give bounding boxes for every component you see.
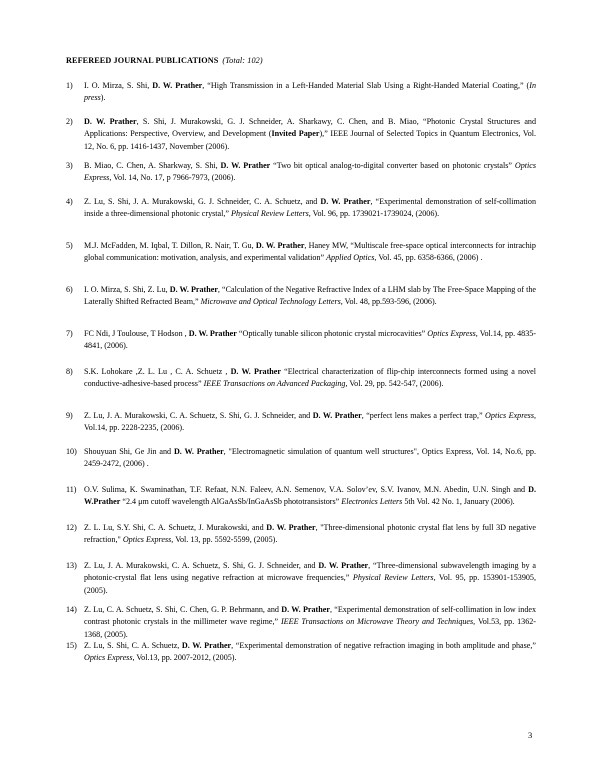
citation-segment: , Vol.53, pp. 1362-1368, (2005). [84,617,537,639]
citation-text [84,116,536,153]
citation-segment: , Vol. 13, pp. 5592-5599, (2005). [171,535,278,545]
citation-segment: , Vol.14, pp. 2228-2235, (2006). [84,411,537,433]
journal-name: Physical Review Letters [352,573,434,583]
author-highlight: D. W. Prather [312,411,362,420]
entry-number: 7) [66,329,73,338]
section-heading [66,56,263,65]
author-highlight: D. W. Prather [84,117,137,126]
citation-segment: , “perfect lens makes a perfect trap,” [361,411,486,420]
author-highlight: D. W. Prather [173,447,224,456]
entry-number: 12) [66,523,77,532]
citation-text [84,80,536,105]
citation-text [84,640,536,665]
citation-segment: I. O. Mirza, S. Shi, [84,81,153,90]
author-highlight: D. W. Prather [318,561,369,570]
author-highlight: D. W. Prather [188,329,237,338]
citation-text [84,196,536,221]
journal-name: Optics Express [485,411,534,420]
citation-segment: , "Three-dimensional photonic crystal flat lens by full 3D negative refraction," [84,523,537,545]
citation-segment: , Vol.14, pp. 4835-4841, (2006). [84,329,537,351]
author-highlight: D. W. Prather [281,605,330,614]
journal-name: Microwave and Optical Technology Letters [200,297,341,307]
citation-segment: , “Calculation of the Negative Refractive Index of a LHM slab by The Free-Space Mapping of the Laterally Shifted Refracted Beam,” [84,285,536,307]
entry-number: 1) [66,81,73,90]
citation-segment: S.K. Lohokare ,Z. L. Lu , C. A. Schuetz , [84,367,231,376]
citation-segment: , “Experimental demonstration of self-collimation in low index contrast photonic crystals in the millimeter wave regime,” [84,605,537,627]
citation-text [84,240,536,265]
entry-number: 13) [66,561,77,570]
citation-segment: ),” IEEE Journal of Selected Topics in Quantum Electronics, Vol. 12, No. 6, pp. 1416-1437, November (2006). [84,129,537,151]
author-highlight: Invited Paper [271,129,320,139]
journal-name: In press [84,81,536,103]
citation-segment: , “Experimental demonstration of self-collimation inside a three-dimensional photonic crystal,” [84,197,537,219]
journal-name: Optics Express [84,653,133,663]
author-highlight: D. W. Prather [230,367,281,376]
citation-segment: Z. Lu, J. A. Murakowski, C. A. Schuetz, S. Shi, G. J. Schneider, and [84,561,319,570]
entry-number: 8) [66,367,73,376]
citation-segment: , Vol. 14, No. 17, p 7966-7973, (2006). [109,173,236,183]
entry-number: 11) [66,485,77,494]
citation-segment: , Vol. 29, pp. 542-547, (2006). [345,379,444,389]
citation-segment: Z. Lu, C. A. Schuetz, S. Shi, C. Chen, G. P. Behrmann, and [84,605,282,614]
journal-name: Optics Express [84,161,536,183]
journal-name: Optics Express [427,329,476,338]
entry-number: 10) [66,447,77,456]
citation-segment: “Two bit optical analog-to-digital converter based on photonic crystals” [270,161,515,170]
citation-segment: , Vol.13, pp. 2007-2012, (2005). [132,653,237,663]
citation-segment: , “High Transmission in a Left-Handed Material Slab Using a Right-Handed Material Coating,” ( [202,81,530,90]
journal-name: Applied Optics [326,253,375,263]
citation-text [84,366,536,391]
citation-text [84,522,536,547]
citation-segment: “Optically tunable silicon photonic crystal microcavities” [236,329,428,338]
author-highlight: D. W. Prather [266,523,316,532]
citation-text [84,284,536,309]
author-highlight: D. W. Prather [320,197,371,206]
citation-segment: , Vol. 45, pp. 6358-6366, (2006) . [374,253,483,263]
entry-number: 5) [66,241,73,250]
citation-segment: “2.4 μm cutoff wavelength AlGaAsSb/InGaAsSb phototransistors” [120,497,342,507]
citation-segment: , Vol. 96, pp. 1739021-1739024, (2006). [308,209,440,219]
citation-segment: , Haney MW, “Multiscale free-space optical interconnects for intrachip global communication: motivation, analysis, and experimental validation” [84,241,536,263]
citation-segment: , S. Shi, J. Murakowski, G. J. Schneider, A. Sharkawy, C. Chen, and B. Miao, “Photonic Crystal Structures and Applications: Perspective, Overview, and Development ( [84,117,537,139]
author-highlight: D. W. Prather [152,81,203,90]
citation-segment: O.V. Sulima, K. Swaminathan, T.F. Refaat, N.N. Faleev, A.N. Semenov, V.A. Solov’ev, S.V. Ivanov, M.N. Abedin, U.N. Singh and [84,485,529,494]
citation-segment: , Vol. 95, pp. 153901-153905, (2005). [84,573,536,595]
citation-segment: Shouyuan Shi, Ge Jin and [84,447,174,456]
citation-segment: Z. Lu, J. A. Murakowski, C. A. Schuetz, S. Shi, G. J. Schneider, and [84,411,313,420]
entry-number: 4) [66,197,73,206]
section-title: REFEREED JOURNAL PUBLICATIONS [66,56,219,65]
author-highlight: D. W.Prather [84,485,536,507]
citation-segment: , "Electromagnetic simulation of quantum well structures", Optics Express, Vol. 14, No.6, pp. 2459-2472, (2006) . [84,447,536,469]
journal-name: Physical Review Letters [231,209,309,219]
journal-name: Optics Express [122,535,172,545]
entry-number: 3) [66,161,73,170]
entry-number: 14) [66,605,77,614]
citation-segment: “Electrical characterization of flip-chip interconnects formed using a novel conductive-adhesive-based process” [84,367,536,389]
author-highlight: D. W. Prather [220,161,271,170]
page-number: 3 [528,730,533,740]
citation-segment: FC Ndi, J Toulouse, T Hodson , [84,329,189,338]
author-highlight: D. W. Prather [181,641,232,650]
citation-segment: M.J. McFadden, M. Iqbal, T. Dillon, R. Nair, T. Gu, [84,241,256,250]
section-total: (Total: 102) [222,56,263,65]
citation-text [84,410,536,435]
citation-text [84,446,536,471]
citation-text [84,484,536,509]
entry-number: 15) [66,641,77,650]
entry-number: 6) [66,285,73,294]
journal-name: IEEE Transactions on Microwave Theory and Techniques [280,617,474,627]
citation-segment: , “Three-dimensional subwavelength imaging by a photonic-crystal flat lens using negative refraction at microwave frequencies,” [84,561,537,583]
citation-segment: ). [100,93,106,103]
entry-number: 9) [66,411,73,420]
citation-segment: Z. Lu, S. Shi, J. A. Murakowski, G. J. Schneider, C. A. Schuetz, and [84,197,321,206]
citation-segment: , “Experimental demonstration of negative refraction imaging in both amplitude and phase,” [231,641,537,650]
citation-text [84,328,536,353]
journal-name: Electronics Letters [341,497,403,507]
author-highlight: D. W. Prather [255,241,305,250]
entry-number: 2) [66,117,73,126]
citation-segment: , Vol. 48, pp.593-596, (2006). [340,297,437,307]
citation-segment: Z. L. Lu, S.Y. Shi, C. A. Schuetz, J. Murakowski, and [84,523,267,532]
citation-segment: 5th Vol. 42 No. 1, January (2006). [402,497,515,507]
author-highlight: D. W. Prather [169,285,218,294]
citation-segment: B. Miao, C. Chen, A. Sharkway, S. Shi, [84,161,221,170]
journal-name: IEEE Transactions on Advanced Packaging [203,379,346,389]
citation-text [84,560,536,597]
citation-segment: Z. Lu, S. Shi, C. A. Schuetz, [84,641,182,650]
citation-text [84,604,536,641]
citation-text [84,160,536,185]
citation-segment: I. O. Mirza, S. Shi, Z. Lu, [84,285,170,294]
